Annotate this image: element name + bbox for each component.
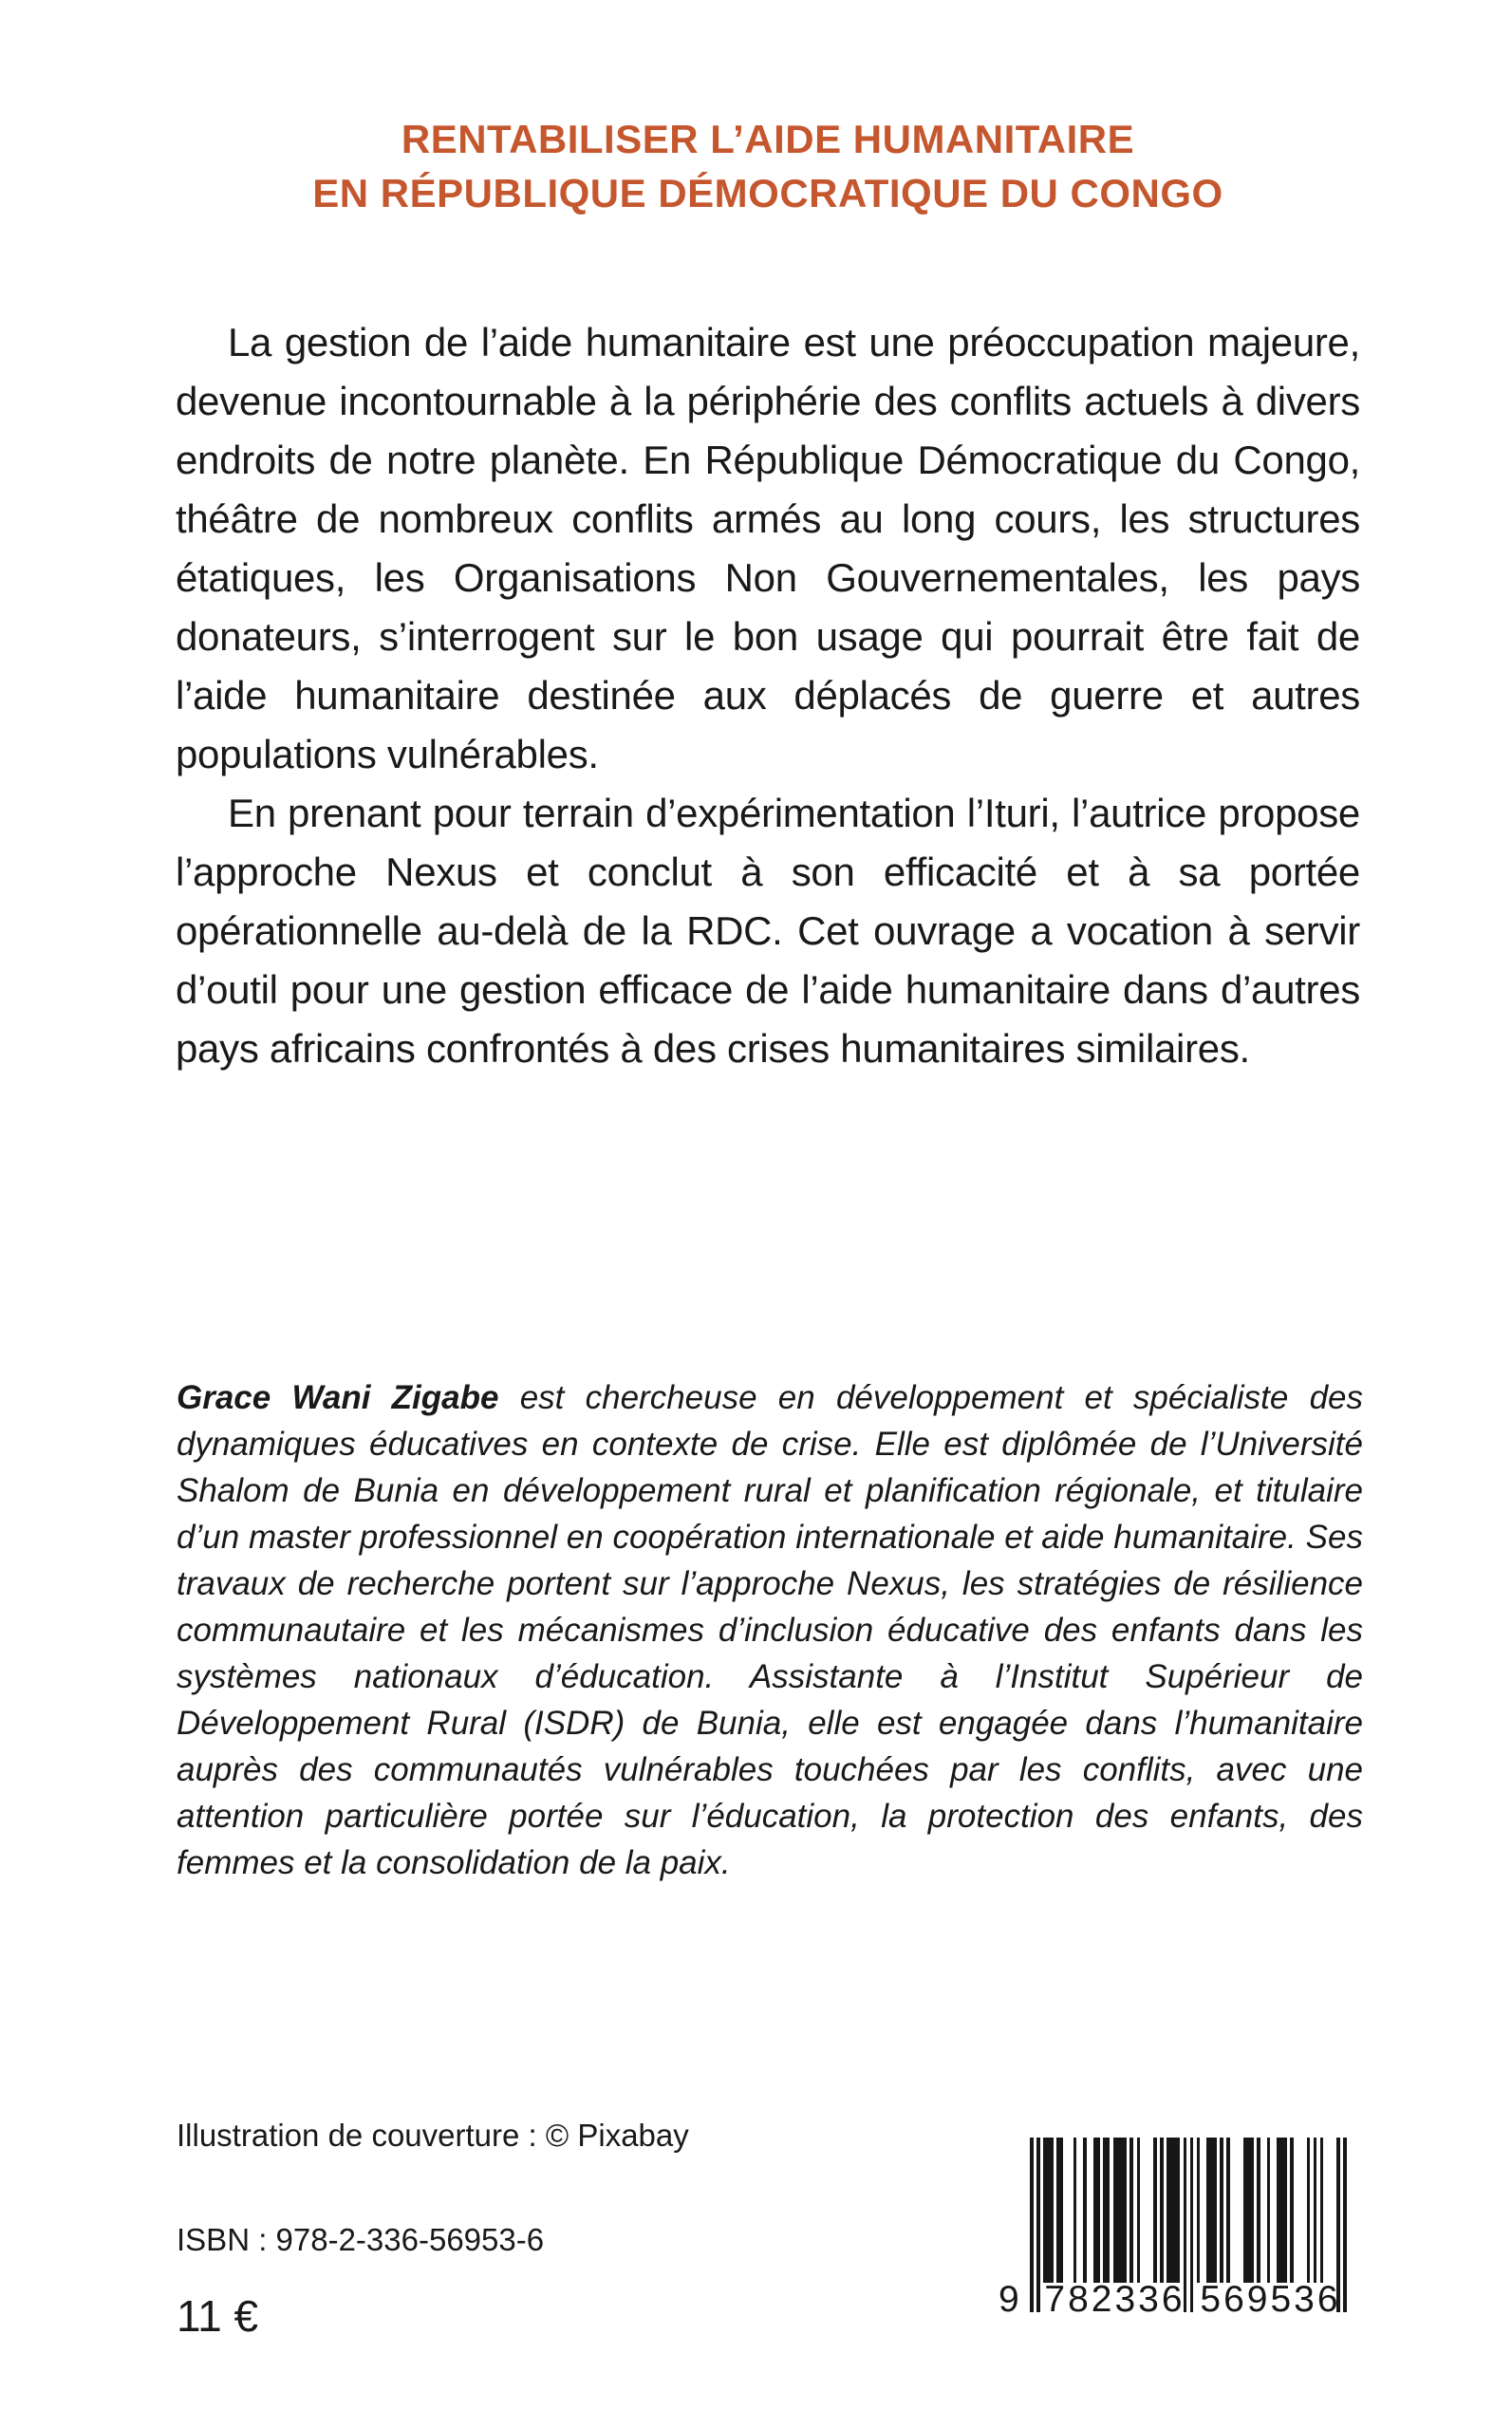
barcode-bar <box>1197 2138 1201 2283</box>
synopsis-paragraph-2: En prenant pour terrain d’expérimentation l’Ituri, l’autrice propose l’approche Nexus et conclut à son efficacité et à sa portée opérationnelle au-delà de la RDC. Cet ouvrage a vocation à servir d’outil pour une gestion efficace de l’aide humanitaire dans d’autres pays africains confrontés à des crises humanitaires similaires. <box>176 791 1360 1071</box>
barcode-bar <box>1320 2138 1324 2283</box>
barcode-bar <box>1190 2138 1194 2312</box>
book-title-line2: EN RÉPUBLIQUE DÉMOCRATIQUE DU CONGO <box>312 171 1223 215</box>
barcode-digit-group-left: 782336 <box>1044 2279 1185 2320</box>
barcode-bar <box>1277 2138 1287 2283</box>
synopsis-paragraph-1: La gestion de l’aide humanitaire est une préoccupation majeure, devenue incontournable à la périphérie des conflits actuels à divers endroits de notre planète. En République Démocratique du Congo, théâtre de nombreux conflits armés au long cours, les structures étatiques, les Organisations Non Gouvernementales, les pays donateurs, s’interrogent sur le bon usage qui pourrait être fait de l’aide humanitaire destinée aux déplacés de guerre et autres populations vulnérables. <box>176 320 1360 776</box>
book-title-line1: RENTABILISER L’AIDE HUMANITAIRE <box>401 117 1135 161</box>
barcode-bar <box>1093 2138 1100 2283</box>
author-bio-text: est chercheuse en développement et spécialiste des dynamiques éducatives en contexte de crise. Elle est diplômée de l’Université Shalom de Bunia en développement rural et planification régionale, et titulaire d’un master professionnel en coopération internationale et aide humanitaire. Ses travaux de recherche portent sur l’approche Nexus, les stratégies de résilience communautaire et les mécanismes d’inclusion éducative des enfants dans les systèmes nationaux d’éducation. Assistante à l’Institut Supérieur de Développement Rural (ISDR) de Bunia, elle est engagée dans l’humanitaire auprès des communautés vulnérables touchées par les conflits, avec une attention particulière portée sur l’éducation, la protection des enfants, des femmes et la consolidation de la paix. <box>177 1379 1364 1881</box>
isbn-number: ISBN : 978-2-336-56953-6 <box>177 2222 545 2257</box>
book-title <box>176 112 1360 220</box>
barcode-bar <box>1113 2138 1127 2283</box>
ean-barcode <box>997 2138 1350 2342</box>
barcode-bar <box>1307 2138 1311 2283</box>
barcode-bar <box>1073 2138 1077 2283</box>
barcode-bar <box>1129 2138 1133 2283</box>
barcode-bar <box>1343 2138 1347 2312</box>
barcode-bar <box>1160 2138 1164 2283</box>
cover-illustration-credit: Illustration de couverture : © Pixabay <box>177 2118 689 2153</box>
barcode-bar <box>1036 2138 1040 2312</box>
barcode-bar <box>1103 2138 1110 2283</box>
barcode-bar <box>1314 2138 1317 2283</box>
barcode-bar <box>1206 2138 1217 2283</box>
barcode-digit-prefix: 9 <box>999 2279 1019 2320</box>
barcode-bar <box>1167 2138 1180 2283</box>
barcode-bar <box>1290 2138 1294 2283</box>
barcode-bar <box>1030 2138 1034 2312</box>
barcode-bar <box>1137 2138 1141 2283</box>
barcode-bar <box>1056 2138 1063 2283</box>
barcode-bar <box>1083 2138 1087 2283</box>
synopsis <box>176 313 1360 1078</box>
barcode-bar <box>1226 2138 1230 2283</box>
barcode-bar <box>1257 2138 1260 2283</box>
barcode-bar <box>1153 2138 1157 2283</box>
barcode-bar <box>1243 2138 1254 2283</box>
barcode-bar <box>1267 2138 1271 2283</box>
author-name: Grace Wani Zigabe <box>177 1379 499 1416</box>
barcode-digit-group-right: 569536 <box>1200 2279 1341 2320</box>
author-bio-paragraph <box>177 1374 1363 1886</box>
author-bio <box>177 1374 1363 1886</box>
barcode-bar <box>1043 2138 1054 2283</box>
barcode-bar <box>1220 2138 1223 2283</box>
price: 11 € <box>177 2291 259 2341</box>
